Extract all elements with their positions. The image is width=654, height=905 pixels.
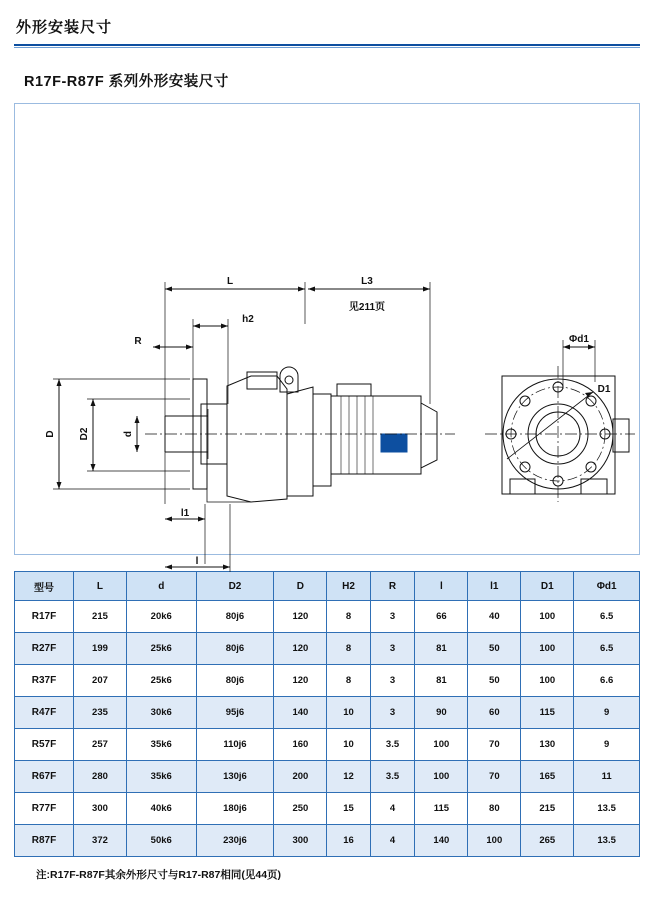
cell-H2: 12 bbox=[327, 761, 370, 793]
col-header-phi-d1: Φd1 bbox=[574, 572, 640, 601]
header-rule-thin bbox=[14, 47, 640, 48]
cell-d: 50k6 bbox=[126, 825, 196, 857]
col-header-l: l bbox=[415, 572, 468, 601]
footnote: 注:R17F-R87F其余外形尺寸与R17-R87相同(见44页) bbox=[36, 869, 282, 881]
cell-D2: 230j6 bbox=[196, 825, 274, 857]
cell-l1: 40 bbox=[468, 601, 521, 633]
cell-phi-d1: 9 bbox=[574, 729, 640, 761]
table-header-row bbox=[15, 572, 640, 601]
table-row bbox=[15, 697, 640, 729]
label-l: l bbox=[195, 556, 199, 567]
cell-model: R87F bbox=[15, 825, 74, 857]
cell-R: 4 bbox=[370, 825, 415, 857]
cell-R: 3.5 bbox=[370, 761, 415, 793]
cell-l1: 60 bbox=[468, 697, 521, 729]
cell-l: 90 bbox=[415, 697, 468, 729]
col-header-D2: D2 bbox=[196, 572, 274, 601]
cell-d: 25k6 bbox=[126, 633, 196, 665]
cell-D: 120 bbox=[274, 665, 327, 697]
table-row bbox=[15, 729, 640, 761]
cell-phi-d1: 6.5 bbox=[574, 633, 640, 665]
label-l1: l1 bbox=[180, 508, 190, 519]
label-L: L bbox=[226, 276, 234, 287]
label-L3-note: 见211页 bbox=[348, 302, 386, 313]
technical-drawing bbox=[14, 103, 640, 567]
cell-D1: 215 bbox=[521, 793, 574, 825]
cell-phi-d1: 13.5 bbox=[574, 793, 640, 825]
cell-H2: 10 bbox=[327, 697, 370, 729]
cell-D: 160 bbox=[274, 729, 327, 761]
cell-l: 81 bbox=[415, 633, 468, 665]
cell-l: 100 bbox=[415, 729, 468, 761]
cell-D: 140 bbox=[274, 697, 327, 729]
cell-model: R67F bbox=[15, 761, 74, 793]
cell-model: R77F bbox=[15, 793, 74, 825]
cell-l: 66 bbox=[415, 601, 468, 633]
cell-d: 35k6 bbox=[126, 729, 196, 761]
cell-D1: 100 bbox=[521, 633, 574, 665]
cell-phi-d1: 6.5 bbox=[574, 601, 640, 633]
cell-R: 3 bbox=[370, 697, 415, 729]
cell-d: 40k6 bbox=[126, 793, 196, 825]
cell-H2: 8 bbox=[327, 633, 370, 665]
cell-D1: 165 bbox=[521, 761, 574, 793]
cell-L: 207 bbox=[74, 665, 127, 697]
cell-D2: 80j6 bbox=[196, 601, 274, 633]
specification-table bbox=[14, 571, 640, 857]
cell-D1: 130 bbox=[521, 729, 574, 761]
cell-l: 115 bbox=[415, 793, 468, 825]
cell-R: 4 bbox=[370, 793, 415, 825]
table-row bbox=[15, 665, 640, 697]
cell-H2: 8 bbox=[327, 601, 370, 633]
label-D1: D1 bbox=[597, 384, 611, 395]
cell-R: 3 bbox=[370, 601, 415, 633]
col-header-d: d bbox=[126, 572, 196, 601]
header-rule bbox=[14, 44, 640, 46]
cell-D1: 100 bbox=[521, 665, 574, 697]
cell-R: 3 bbox=[370, 665, 415, 697]
cell-D: 120 bbox=[274, 633, 327, 665]
cell-l1: 70 bbox=[468, 761, 521, 793]
cell-model: R47F bbox=[15, 697, 74, 729]
page bbox=[0, 18, 654, 905]
cell-model: R57F bbox=[15, 729, 74, 761]
label-L3: L3 bbox=[361, 276, 373, 287]
table-row bbox=[15, 601, 640, 633]
cell-L: 215 bbox=[74, 601, 127, 633]
col-header-L: L bbox=[74, 572, 127, 601]
cell-d: 20k6 bbox=[126, 601, 196, 633]
cell-l1: 50 bbox=[468, 665, 521, 697]
cell-phi-d1: 11 bbox=[574, 761, 640, 793]
cell-l1: 50 bbox=[468, 633, 521, 665]
col-header-model: 型号 bbox=[15, 572, 74, 601]
label-h2: h2 bbox=[242, 314, 254, 325]
col-header-R: R bbox=[370, 572, 415, 601]
col-header-l1: l1 bbox=[468, 572, 521, 601]
cell-L: 280 bbox=[74, 761, 127, 793]
cell-l1: 80 bbox=[468, 793, 521, 825]
cell-d: 25k6 bbox=[126, 665, 196, 697]
cell-phi-d1: 13.5 bbox=[574, 825, 640, 857]
cell-D: 250 bbox=[274, 793, 327, 825]
cell-R: 3.5 bbox=[370, 729, 415, 761]
section-title: R17F-R87F 系列外形安装尺寸 bbox=[24, 74, 229, 90]
label-D: D bbox=[45, 430, 56, 438]
cell-D: 200 bbox=[274, 761, 327, 793]
cell-H2: 10 bbox=[327, 729, 370, 761]
table-row bbox=[15, 633, 640, 665]
cell-D1: 115 bbox=[521, 697, 574, 729]
cell-d: 30k6 bbox=[126, 697, 196, 729]
table-row bbox=[15, 761, 640, 793]
cell-D: 300 bbox=[274, 825, 327, 857]
cell-l1: 100 bbox=[468, 825, 521, 857]
cell-H2: 16 bbox=[327, 825, 370, 857]
cell-model: R17F bbox=[15, 601, 74, 633]
cell-phi-d1: 6.6 bbox=[574, 665, 640, 697]
cell-D2: 95j6 bbox=[196, 697, 274, 729]
cell-D1: 100 bbox=[521, 601, 574, 633]
cell-D2: 110j6 bbox=[196, 729, 274, 761]
cell-model: R27F bbox=[15, 633, 74, 665]
cell-R: 3 bbox=[370, 633, 415, 665]
cell-H2: 8 bbox=[327, 665, 370, 697]
cell-L: 199 bbox=[74, 633, 127, 665]
cell-l: 81 bbox=[415, 665, 468, 697]
table-row bbox=[15, 793, 640, 825]
page-header bbox=[14, 18, 640, 48]
cell-H2: 15 bbox=[327, 793, 370, 825]
cell-model: R37F bbox=[15, 665, 74, 697]
label-R: R bbox=[134, 336, 142, 347]
cell-D1: 265 bbox=[521, 825, 574, 857]
cell-L: 235 bbox=[74, 697, 127, 729]
cell-D2: 130j6 bbox=[196, 761, 274, 793]
col-header-H2: H2 bbox=[327, 572, 370, 601]
label-phi-d1: Φd1 bbox=[569, 334, 589, 345]
cell-D: 120 bbox=[274, 601, 327, 633]
label-D2: D2 bbox=[79, 427, 90, 441]
label-d: d bbox=[123, 430, 134, 438]
cell-L: 257 bbox=[74, 729, 127, 761]
cell-l1: 70 bbox=[468, 729, 521, 761]
cell-d: 35k6 bbox=[126, 761, 196, 793]
col-header-D: D bbox=[274, 572, 327, 601]
cell-L: 300 bbox=[74, 793, 127, 825]
cell-l: 140 bbox=[415, 825, 468, 857]
col-header-D1: D1 bbox=[521, 572, 574, 601]
cell-D2: 80j6 bbox=[196, 665, 274, 697]
cell-D2: 80j6 bbox=[196, 633, 274, 665]
cell-D2: 180j6 bbox=[196, 793, 274, 825]
cell-phi-d1: 9 bbox=[574, 697, 640, 729]
cell-l: 100 bbox=[415, 761, 468, 793]
table-row bbox=[15, 825, 640, 857]
page-title: 外形安装尺寸 bbox=[16, 19, 113, 36]
cell-L: 372 bbox=[74, 825, 127, 857]
